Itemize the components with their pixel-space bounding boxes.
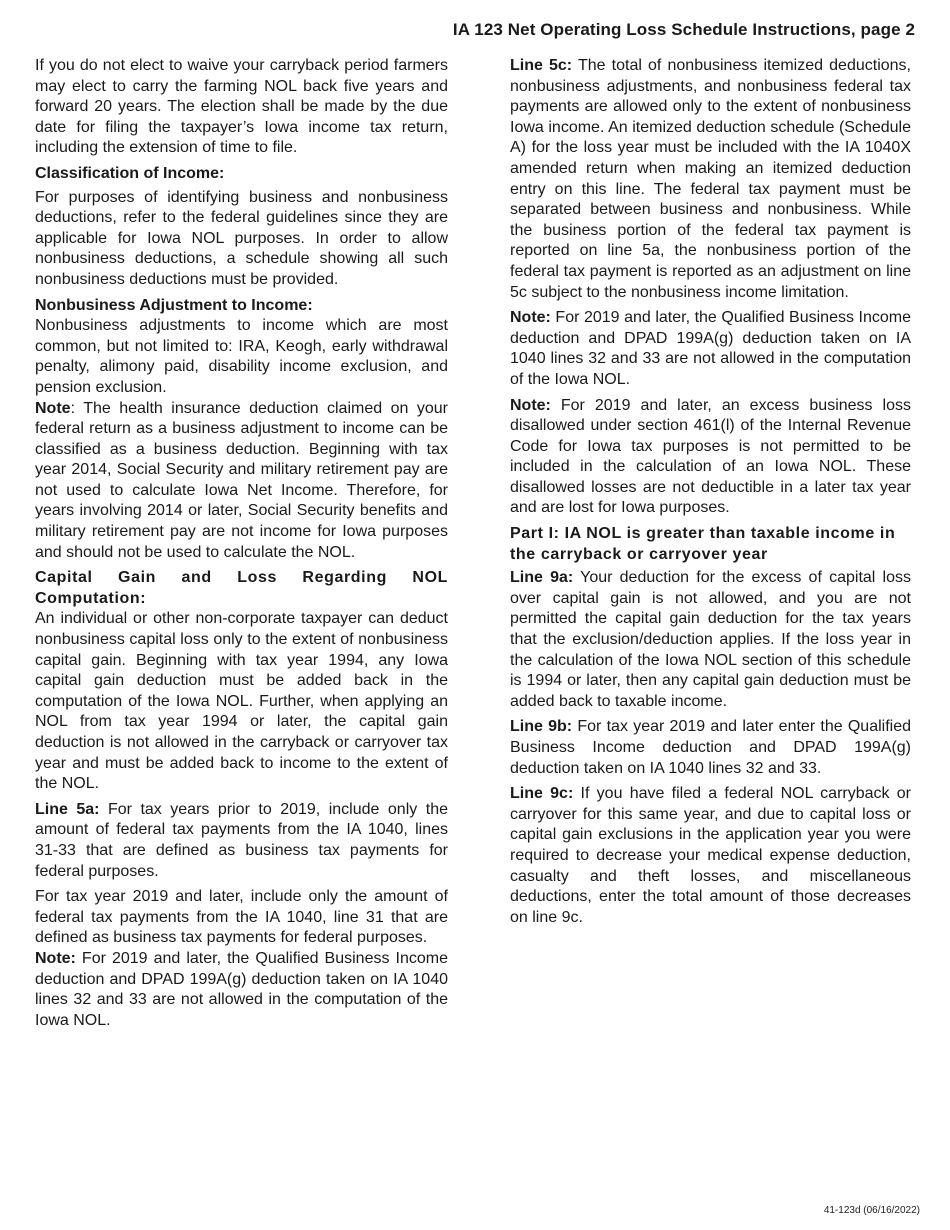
line-5a-label: Line 5a: — [35, 800, 100, 818]
line-9c-label: Line 9c: — [510, 785, 574, 803]
note-label: Note: — [35, 949, 76, 967]
line-9a-text: Your deduction for the excess of capital loss over capital gain is not allowed, and you are not permitted the capital gain deduction for the tax years that the exclusion/deduction applies. If the loss year in the calculation of the Iowa NOL section of this schedule is 1994 or later, then any capital gain deduction must be added back to taxable income. — [510, 569, 911, 710]
line-5a-paragraph — [35, 800, 448, 882]
capital-gain-paragraph: An individual or other non-corporate taxpayer can deduct nonbusiness capital loss only to the extent of nonbusiness capital gain. Beginning with tax year 1994, any Iowa capital gain deduction must be added back in the computation of the Iowa NOL. Further, when applying an NOL from tax year 1994 or later, the capital gain deduction is not allowed in the carryback or carryover tax year and must be added back to income to the extent of the NOL. — [35, 610, 448, 793]
qbi-note-paragraph — [35, 949, 448, 1031]
note-label: Note: — [510, 309, 551, 327]
farming-nol-paragraph: If you do not elect to waive your carryback period farmers may elect to carry the farming NOL back five years and forward 20 years. The election shall be made by the due date for filing the taxpayer’s Iowa income tax return, including the extension of time to file. — [35, 57, 448, 157]
note-text: For 2019 and later, the Qualified Business Income deduction and DPAD 199A(g) deduction taken on IA 1040 lines 32 and 33 are not allowed in the computation of the Iowa NOL. — [510, 309, 911, 388]
line-9b-label: Line 9b: — [510, 718, 573, 736]
health-note-paragraph — [35, 399, 448, 564]
page-title: IA 123 Net Operating Loss Schedule Instructions, page 2 — [452, 20, 915, 39]
note-text: For 2019 and later, an excess business loss disallowed under section 461(l) of the Internal Revenue Code for Iowa tax purposes is not permitted to be included in the calculation of an Iowa NOL. These disallowed losses are not deductible in a later tax year and are lost for Iowa purposes. — [510, 396, 911, 517]
line-9a-label: Line 9a: — [510, 569, 574, 587]
nonbusiness-heading: Nonbusiness Adjustment to Income: — [35, 296, 313, 314]
line-9a-paragraph — [510, 568, 911, 712]
line-5c-label: Line 5c: — [510, 57, 573, 74]
left-column — [35, 56, 448, 1036]
classification-heading: Classification of Income: — [35, 164, 225, 182]
excess-loss-note-paragraph — [510, 396, 911, 520]
line-5c-text: The total of nonbusiness itemized deductions, nonbusiness adjustments, and nonbusiness federal tax payments are allowed only to the extent of nonbusiness Iowa income. An itemized deduction schedule (Schedule A) for the loss year must be included with the IA 1040X amended return when making an itemized deduction entry on this line. The federal tax payment must be separated between business and nonbusiness. While the business portion of the federal tax payment is reported on line 5a, the nonbusiness portion of the federal tax payment is reported as an adjustment on line 5c subject to the nonbusiness income limitation. — [510, 57, 911, 301]
capital-gain-heading: Capital Gain and Loss Regarding NOL Computation: — [35, 569, 448, 607]
classification-paragraph: For purposes of identifying business and nonbusiness deductions, refer to the federal guidelines since they are applicable for Iowa NOL purposes. In order to allow nonbusiness deductions, a schedule showing all such nonbusiness deductions must be provided. — [35, 188, 448, 288]
note-label: Note: — [510, 396, 551, 414]
line-9c-text: If you have filed a federal NOL carryback or carryover for this same year, and due to capital loss or capital gain exclusions in the application year you were required to decrease your medical expense deduction, casualty and theft losses, and miscellaneous deductions, enter the total amount of those decreases on line 9c. — [510, 785, 911, 926]
note-text: : The health insurance deduction claimed on your federal return as a business adjustment to income can be classified as a business deduction. Beginning with tax year 2014, Social Security and military retirement pay are not used to calculate Iowa Net Income. Therefore, for years involving 2014 or later, Social Security benefits and military retirement pay are not income for Iowa purposes and should not be used to calculate the NOL. — [35, 399, 448, 561]
note-text: For 2019 and later, the Qualified Business Income deduction and DPAD 199A(g) deduction taken on IA 1040 lines 32 and 33 are not allowed in the computation of the Iowa NOL. — [35, 949, 448, 1029]
form-id: 41-123d (06/16/2022) — [823, 1205, 920, 1216]
line-5a-text: For tax years prior to 2019, include only the amount of federal tax payments from the IA 1040, lines 31-33 that are defined as business tax payments for federal purposes. — [35, 800, 448, 880]
right-column — [510, 56, 911, 933]
note-label: Note — [35, 399, 71, 417]
part-1-heading: Part I: IA NOL is greater than taxable income in the carryback or carryover year — [510, 525, 896, 563]
nonbusiness-paragraph: Nonbusiness adjustments to income which are most common, but not limited to: IRA, Keogh, early withdrawal penalty, alimony paid, disability income exclusion, and pension exclusion. — [35, 317, 448, 396]
line-5c-paragraph — [510, 56, 911, 303]
line-5a-2019-paragraph: For tax year 2019 and later, include only the amount of federal tax payments from the IA 1040, line 31 that are defined as business tax payments for federal purposes. — [35, 888, 448, 947]
qbi-note-paragraph — [510, 308, 911, 390]
line-9b-text: For tax year 2019 and later enter the Qualified Business Income deduction and DPAD 199A(g) deduction taken on IA 1040 lines 32 and 33. — [510, 718, 912, 777]
line-9b-paragraph — [510, 717, 911, 779]
line-9c-paragraph — [510, 784, 911, 928]
